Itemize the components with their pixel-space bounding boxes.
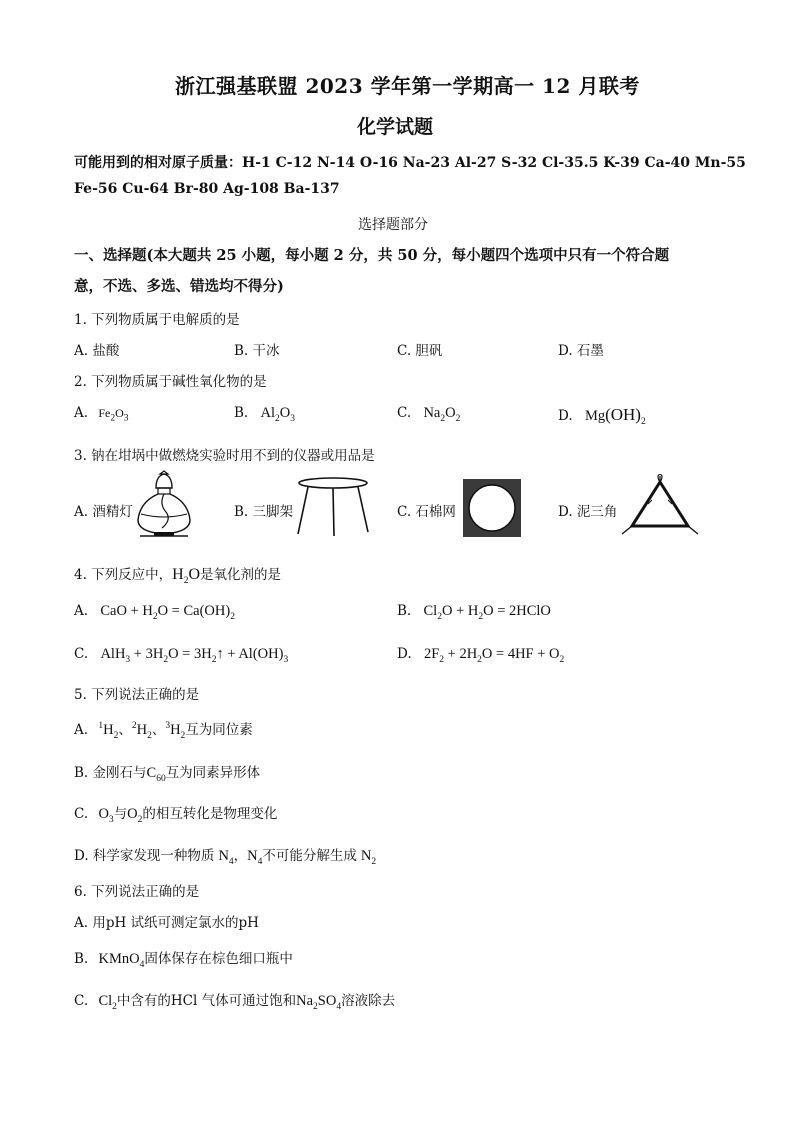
q4-equation-d: [423, 646, 565, 665]
text: H: [103, 722, 114, 738]
q5-option-c: [74, 802, 277, 823]
q5-label-c: C.: [74, 806, 89, 822]
q5-formula-a: [98, 721, 119, 741]
q2-label-b: B.: [234, 405, 249, 421]
text: KMnO: [98, 951, 140, 967]
text: O = 3H: [168, 646, 212, 662]
q5-formula-a2: [131, 721, 152, 741]
q1-option-d: D. 石墨: [558, 343, 604, 359]
sub: 2: [275, 413, 280, 424]
q6-formula-b: [98, 951, 145, 970]
q5-option-b: [74, 761, 260, 782]
sub: 2: [437, 611, 442, 622]
q2-label-c: C.: [397, 405, 412, 421]
q5-stem: 5. 下列说法正确的是: [74, 687, 200, 703]
text: H: [136, 722, 148, 738]
section-heading-line1: 一、选择题(本大题共 25 小题，每小题 2 分，共 50 分，每小题四个选项中只有一个符合题: [74, 247, 670, 264]
q4-stem: [74, 563, 282, 587]
text: 固体保存在棕色细口瓶中: [144, 951, 293, 967]
q6-option-a: A. 用pH 试纸可测定氯水的pH: [74, 915, 259, 931]
text: Na: [423, 405, 441, 421]
exam-subtitle: 化学试题: [357, 116, 434, 138]
q4-label-a: A.: [74, 603, 89, 619]
q2-formula-c: [423, 405, 461, 424]
text: (OH): [605, 405, 641, 424]
q6-label-b: B.: [74, 951, 89, 967]
sub: 2: [113, 730, 119, 741]
sub: 3: [108, 814, 114, 825]
q2-formula-b: [260, 405, 295, 424]
sub: 2: [183, 576, 189, 587]
text: + Al(OH): [223, 646, 284, 662]
atomic-masses-line1: 可能用到的相对原子质量：H-1 C-12 N-14 O-16 Na-23 Al-27 S-32 Cl-35.5 K-39 Ca-40 Mn-55: [74, 155, 746, 171]
text: 互为同位素: [185, 722, 253, 738]
q4-stem-post: 是氧化剂的是: [200, 567, 282, 583]
text: D. 科学家发现一种物质: [74, 848, 215, 864]
sub: 2: [180, 730, 186, 741]
text: + 3H: [130, 646, 164, 662]
exam-title: 浙江强基联盟 2023 学年第一学期高一 12 月联考: [175, 74, 640, 98]
sub: 2: [211, 654, 217, 665]
text: O: [98, 806, 109, 822]
q2-stem: 2. 下列物质属于碱性氧化物的是: [74, 374, 267, 390]
part-label: 选择题部分: [358, 217, 428, 233]
q6-formula-c2: [296, 993, 342, 1012]
text: O = 2HClO: [483, 603, 551, 619]
text: O = 4HF + O: [481, 646, 560, 662]
q2-option-b: [234, 405, 295, 422]
q5-label-a: A.: [74, 722, 89, 738]
q5-formula-d3: [360, 848, 377, 867]
text: + 2H: [444, 646, 478, 662]
q2-option-d: [558, 405, 646, 425]
q4-label-c: C.: [74, 646, 89, 662]
text: CaO + H: [100, 603, 153, 619]
q3-option-b: B. 三脚架: [234, 504, 294, 520]
q4-equation-c: [100, 646, 289, 665]
q4-option-a: [74, 603, 235, 620]
q2-label-a: A.: [74, 405, 89, 421]
text: N: [218, 848, 229, 864]
sub: 60: [156, 773, 166, 784]
text: O: [279, 405, 291, 421]
atomic-masses-line2: Fe-56 Cu-64 Br-80 Ag-108 Ba-137: [74, 181, 340, 197]
q4-stem-formula: [172, 566, 201, 587]
sub: 2: [152, 611, 158, 622]
text: O: [115, 406, 124, 420]
q5-formula-d1: [218, 848, 234, 867]
gas-arrow-icon: ↑: [216, 646, 224, 662]
text: H: [172, 566, 184, 583]
text: N: [360, 848, 372, 864]
q1-option-a: A. 盐酸: [74, 343, 120, 359]
q6-option-c: [74, 989, 395, 1010]
q4-option-d: [397, 646, 564, 663]
q4-stem-pre: 4. 下列反应中，: [74, 567, 173, 583]
section-heading-line2: 意，不选、多选、错选均不得分): [74, 278, 284, 295]
q6-option-b: [74, 947, 293, 968]
q3-option-c: C. 石棉网: [397, 504, 456, 520]
text: H: [170, 722, 181, 738]
text: 、: [118, 722, 132, 738]
q3-stem: 3. 钠在坩埚中做燃烧实验时用不到的仪器或用品是: [74, 448, 375, 464]
q5-formula-a3: [165, 721, 186, 741]
sub: 3: [283, 654, 289, 665]
asbestos-gauze-figure: [463, 479, 521, 537]
q3-option-d: D. 泥三角: [558, 504, 618, 520]
q2-label-d: D.: [558, 408, 573, 424]
sub: 2: [137, 814, 143, 825]
sub: 3: [290, 413, 295, 424]
alcohol-lamp-figure: [134, 470, 196, 540]
sup: 2: [131, 721, 137, 732]
sub: 2: [477, 654, 482, 665]
text: 与: [113, 806, 128, 822]
text: 的相互转化是物理变化: [142, 806, 278, 822]
q4-option-c: [74, 646, 288, 663]
text: Mg: [584, 408, 606, 424]
q6-formula-c1: [98, 993, 117, 1012]
text: N: [247, 848, 258, 864]
q2-option-a: [74, 405, 129, 424]
sub: 2: [163, 654, 169, 665]
text: Cl: [423, 603, 438, 619]
sub: 4: [228, 856, 234, 867]
text: 溶液除去: [341, 993, 396, 1009]
sub: 2: [147, 730, 152, 741]
text: C: [146, 765, 157, 781]
text: 不可能分解生成: [262, 848, 357, 864]
sub: 2: [440, 413, 446, 424]
q5-formula-b: [146, 765, 166, 784]
sup: 1: [98, 721, 104, 732]
q5-formula-c1: [98, 806, 114, 825]
q2-option-c: [397, 405, 460, 422]
sub: 4: [139, 959, 145, 970]
pipe-clay-triangle-figure: [620, 474, 700, 536]
sub: 2: [559, 654, 565, 665]
text: SO: [317, 993, 337, 1009]
text: B. 金刚石与: [74, 765, 147, 781]
sub: 4: [336, 1001, 342, 1012]
q1-stem: 1. 下列物质属于电解质的是: [74, 312, 240, 328]
text: 2F: [423, 646, 440, 662]
q4-option-b: [397, 603, 551, 620]
sub: 2: [371, 856, 377, 867]
sub: 4: [257, 856, 263, 867]
q5-option-d: [74, 844, 376, 865]
q3-option-a: A. 酒精灯: [74, 504, 133, 520]
text: O: [445, 405, 456, 421]
sub: 3: [125, 654, 131, 665]
q4-equation-b: [423, 603, 551, 622]
sub: 2: [230, 611, 235, 622]
sub: 2: [439, 654, 445, 665]
sub: 3: [123, 413, 129, 424]
q4-label-d: D.: [397, 646, 412, 662]
q1-option-b: B. 干冰: [234, 343, 280, 359]
text: O: [127, 806, 138, 822]
q4-label-b: B.: [397, 603, 412, 619]
q4-equation-a: [100, 603, 235, 622]
sub: 2: [110, 413, 116, 424]
q6-stem: 6. 下列说法正确的是: [74, 884, 200, 900]
text: Na: [296, 993, 314, 1009]
text: 、: [151, 722, 166, 738]
q5-formula-c2: [127, 806, 143, 825]
sub: 2: [478, 611, 484, 622]
text: O + H: [441, 603, 479, 619]
sup: 3: [165, 721, 171, 732]
text: Al: [260, 405, 276, 421]
sub: 2: [313, 1001, 318, 1012]
text: O = Ca(OH): [157, 603, 231, 619]
text: ，: [233, 848, 248, 864]
tripod-figure: [296, 476, 370, 538]
q5-option-a: [74, 718, 253, 739]
sub: 2: [112, 1001, 117, 1012]
q2-formula-d: [584, 405, 646, 427]
q2-formula-a: [98, 406, 129, 424]
q5-formula-d2: [247, 848, 263, 867]
text: AlH: [100, 646, 126, 662]
q6-label-c: C.: [74, 993, 89, 1009]
text: Cl: [98, 993, 113, 1009]
sub: 2: [455, 413, 461, 424]
q1-option-c: C. 胆矾: [397, 343, 443, 359]
text: 互为同素异形体: [165, 765, 261, 781]
text: O: [188, 566, 201, 583]
text: Fe: [98, 406, 111, 420]
sub: 2: [640, 416, 646, 427]
text: 中含有的HCl 气体可通过饱和: [116, 993, 297, 1009]
